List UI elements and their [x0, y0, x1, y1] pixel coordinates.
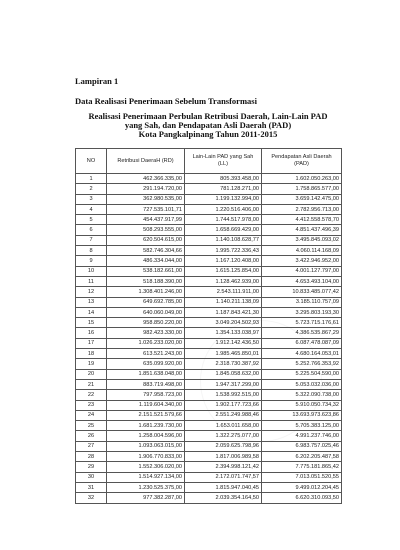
row-number: 30: [76, 472, 107, 482]
pad-value: 2.782.956.713,00: [262, 204, 342, 214]
table-row: [76, 462, 342, 472]
pad-value: 4.386.535.867,29: [262, 328, 342, 338]
retribusi-daerah-value: 538.182.661,00: [107, 266, 185, 276]
table-title-line-2: yang Sah, dan Pendapatan Asli Daerah (PAD): [124, 120, 292, 130]
row-number: 23: [76, 400, 107, 410]
table-row: [76, 235, 342, 245]
header-lain-lain-pad: Lain-Lain PAD yang Sah (LL): [185, 149, 262, 174]
pad-value: 5.910.050.734,32: [262, 400, 342, 410]
lain-lain-pad-value: 1.128.462.939,00: [185, 276, 262, 286]
lain-lain-pad-value: 2.059.625.798,96: [185, 441, 262, 451]
lain-lain-pad-value: 2.543.111.911,00: [185, 287, 262, 297]
lain-lain-pad-value: 805.393.458,00: [185, 174, 262, 184]
header-no: NO: [76, 149, 107, 174]
row-number: 11: [76, 276, 107, 286]
lain-lain-pad-value: 1.658.669.429,00: [185, 225, 262, 235]
pad-value: 1.758.865.577,00: [262, 184, 342, 194]
table-row: [76, 390, 342, 400]
retribusi-daerah-value: 1.308.401.246,00: [107, 287, 185, 297]
retribusi-daerah-value: 649.692.785,00: [107, 297, 185, 307]
table-row: [76, 276, 342, 286]
table-row: [76, 410, 342, 420]
lain-lain-pad-value: 1.653.011.658,00: [185, 421, 262, 431]
lain-lain-pad-value: 1.220.516.406,00: [185, 204, 262, 214]
table-row: [76, 256, 342, 266]
pad-value: 1.602.050.263,00: [262, 174, 342, 184]
lain-lain-pad-value: 1.744.517.978,00: [185, 215, 262, 225]
lain-lain-pad-value: 1.902.177.723,66: [185, 400, 262, 410]
row-number: 28: [76, 452, 107, 462]
table-row: [76, 441, 342, 451]
retribusi-daerah-value: 727.535.101,71: [107, 204, 185, 214]
table-row: [76, 204, 342, 214]
retribusi-daerah-value: 1.093.063.015,00: [107, 441, 185, 451]
row-number: 10: [76, 266, 107, 276]
table-row: [76, 349, 342, 359]
pad-value: 4.851.437.496,39: [262, 225, 342, 235]
row-number: 15: [76, 318, 107, 328]
retribusi-daerah-value: 1.258.004.596,00: [107, 431, 185, 441]
row-number: 19: [76, 359, 107, 369]
table-row: [76, 369, 342, 379]
pad-value: 5.705.383.125,00: [262, 421, 342, 431]
row-number: 7: [76, 235, 107, 245]
row-number: 22: [76, 390, 107, 400]
retribusi-daerah-value: 2.151.521.579,66: [107, 410, 185, 420]
pad-value: 6.983.757.025,46: [262, 441, 342, 451]
retribusi-daerah-value: 613.521.243,00: [107, 349, 185, 359]
pad-value: 5.252.766.353,92: [262, 359, 342, 369]
table-body: [76, 174, 342, 504]
row-number: 8: [76, 246, 107, 256]
table-title-line-3: Kota Pangkalpinang Tahun 2011-2015: [138, 129, 278, 139]
retribusi-daerah-value: 977.382.287,00: [107, 493, 185, 503]
table-row: [76, 307, 342, 317]
pad-value: 4.001.127.797,00: [262, 266, 342, 276]
table-row: [76, 359, 342, 369]
retribusi-daerah-value: 1.851.638.048,00: [107, 369, 185, 379]
row-number: 29: [76, 462, 107, 472]
row-number: 3: [76, 194, 107, 204]
lain-lain-pad-value: 1.187.843.421,30: [185, 307, 262, 317]
lain-lain-pad-value: 1.322.275.077,00: [185, 431, 262, 441]
lain-lain-pad-value: 781.128.271,00: [185, 184, 262, 194]
pad-value: 7.013.051.520,55: [262, 472, 342, 482]
retribusi-daerah-value: 486.334.044,00: [107, 256, 185, 266]
table-header-row: [76, 149, 342, 174]
row-number: 21: [76, 379, 107, 389]
row-number: 20: [76, 369, 107, 379]
pad-value: 5.322.090.738,00: [262, 390, 342, 400]
lain-lain-pad-value: 1.167.120.408,00: [185, 256, 262, 266]
row-number: 18: [76, 349, 107, 359]
lain-lain-pad-value: 2.394.998.121,42: [185, 462, 262, 472]
retribusi-daerah-value: 958.850.220,00: [107, 318, 185, 328]
table-row: [76, 246, 342, 256]
row-number: 25: [76, 421, 107, 431]
lain-lain-pad-value: 2.172.071.747,57: [185, 472, 262, 482]
pad-value: 9.499.012.204,45: [262, 482, 342, 492]
retribusi-daerah-value: 635.099.920,00: [107, 359, 185, 369]
lain-lain-pad-value: 1.815.947.040,45: [185, 482, 262, 492]
lain-lain-pad-value: 1.912.142.436,50: [185, 338, 262, 348]
table-row: [76, 266, 342, 276]
retribusi-daerah-value: 1.552.306.020,00: [107, 462, 185, 472]
lain-lain-pad-value: 1.199.132.994,00: [185, 194, 262, 204]
pad-value: 4.653.493.104,00: [262, 276, 342, 286]
table-row: [76, 297, 342, 307]
lain-lain-pad-value: 1.538.992.515,00: [185, 390, 262, 400]
table-row: [76, 225, 342, 235]
table-row: [76, 338, 342, 348]
pad-value: 5.053.032.036,00: [262, 379, 342, 389]
pad-value: 3.495.845.093,02: [262, 235, 342, 245]
row-number: 16: [76, 328, 107, 338]
row-number: 31: [76, 482, 107, 492]
retribusi-daerah-value: 454.437.917,99: [107, 215, 185, 225]
retribusi-daerah-value: 883.719.498,00: [107, 379, 185, 389]
pad-value: 6.620.310.093,50: [262, 493, 342, 503]
table-row: [76, 287, 342, 297]
lain-lain-pad-value: 1.354.133.038,97: [185, 328, 262, 338]
pad-value: 6.087.478.087,09: [262, 338, 342, 348]
lain-lain-pad-value: 2.318.730.387,92: [185, 359, 262, 369]
table-title-line-1: Realisasi Penerimaan Perbulan Retribusi Daerah, Lain-Lain PAD: [88, 111, 328, 121]
retribusi-daerah-value: 518.188.390,00: [107, 276, 185, 286]
lain-lain-pad-value: 1.140.211.138,09: [185, 297, 262, 307]
revenue-table: [75, 148, 342, 504]
pad-value: 5.225.504.590,00: [262, 369, 342, 379]
pad-value: 5.723.715.176,61: [262, 318, 342, 328]
row-number: 13: [76, 297, 107, 307]
header-pendapatan-asli-daerah: Pendapatan Asli Daerah (PAD): [262, 149, 342, 174]
lain-lain-pad-value: 1.140.108.628,77: [185, 235, 262, 245]
retribusi-daerah-value: 982.423.330,00: [107, 328, 185, 338]
lain-lain-pad-value: 1.995.722.336,43: [185, 246, 262, 256]
row-number: 9: [76, 256, 107, 266]
row-number: 4: [76, 204, 107, 214]
retribusi-daerah-value: 1.026.233.020,00: [107, 338, 185, 348]
row-number: 27: [76, 441, 107, 451]
lain-lain-pad-value: 1.817.006.989,58: [185, 452, 262, 462]
pad-value: 6.202.205.487,58: [262, 452, 342, 462]
pad-value: 4.991.237.746,00: [262, 431, 342, 441]
table-row: [76, 421, 342, 431]
row-number: 2: [76, 184, 107, 194]
row-number: 32: [76, 493, 107, 503]
appendix-label: Lampiran 1: [75, 76, 119, 86]
table-row: [76, 215, 342, 225]
pad-value: 3.185.110.757,09: [262, 297, 342, 307]
pad-value: 4.060.114.168,09: [262, 246, 342, 256]
table-row: [76, 318, 342, 328]
retribusi-daerah-value: 1.119.604.340,00: [107, 400, 185, 410]
retribusi-daerah-value: 797.958.723,00: [107, 390, 185, 400]
row-number: 5: [76, 215, 107, 225]
retribusi-daerah-value: 508.293.555,00: [107, 225, 185, 235]
table-row: [76, 452, 342, 462]
retribusi-daerah-value: 462.366.335,00: [107, 174, 185, 184]
table-title: [75, 112, 341, 139]
row-number: 14: [76, 307, 107, 317]
lain-lain-pad-value: 2.039.354.164,50: [185, 493, 262, 503]
row-number: 1: [76, 174, 107, 184]
header-retribusi-daerah: Retribusi DaeraH (RD): [107, 149, 185, 174]
section-title: Data Realisasi Penerimaan Sebelum Transformasi: [75, 96, 257, 106]
retribusi-daerah-value: 1.681.239.730,00: [107, 421, 185, 431]
row-number: 24: [76, 410, 107, 420]
table-row: [76, 194, 342, 204]
lain-lain-pad-value: 2.551.249.988,46: [185, 410, 262, 420]
lain-lain-pad-value: 1.985.465.850,01: [185, 349, 262, 359]
table-row: [76, 493, 342, 503]
lain-lain-pad-value: 1.947.317.299,00: [185, 379, 262, 389]
table-row: [76, 174, 342, 184]
pad-value: 3.422.946.952,00: [262, 256, 342, 266]
row-number: 12: [76, 287, 107, 297]
table-row: [76, 431, 342, 441]
pad-value: 10.833.485.077,42: [262, 287, 342, 297]
table-row: [76, 400, 342, 410]
pad-value: 3.659.142.475,00: [262, 194, 342, 204]
retribusi-daerah-value: 640.060.049,00: [107, 307, 185, 317]
pad-value: 7.775.181.865,42: [262, 462, 342, 472]
pad-value: 4.412.558.578,70: [262, 215, 342, 225]
row-number: 6: [76, 225, 107, 235]
retribusi-daerah-value: 1.230.525.375,00: [107, 482, 185, 492]
pad-value: 13.693.973.623,86: [262, 410, 342, 420]
lain-lain-pad-value: 1.845.058.632,00: [185, 369, 262, 379]
retribusi-daerah-value: 362.980.535,00: [107, 194, 185, 204]
table-row: [76, 328, 342, 338]
retribusi-daerah-value: 291.194.720,00: [107, 184, 185, 194]
lain-lain-pad-value: 1.615.125.854,00: [185, 266, 262, 276]
pad-value: 3.295.803.193,30: [262, 307, 342, 317]
row-number: 17: [76, 338, 107, 348]
lain-lain-pad-value: 3.049.204.502,93: [185, 318, 262, 328]
retribusi-daerah-value: 1.514.927.134,00: [107, 472, 185, 482]
table-row: [76, 184, 342, 194]
retribusi-daerah-value: 582.746.304,66: [107, 246, 185, 256]
table-row: [76, 482, 342, 492]
row-number: 26: [76, 431, 107, 441]
pad-value: 4.680.164.053,01: [262, 349, 342, 359]
retribusi-daerah-value: 620.504.615,00: [107, 235, 185, 245]
retribusi-daerah-value: 1.906.770.833,00: [107, 452, 185, 462]
table-row: [76, 472, 342, 482]
table-row: [76, 379, 342, 389]
